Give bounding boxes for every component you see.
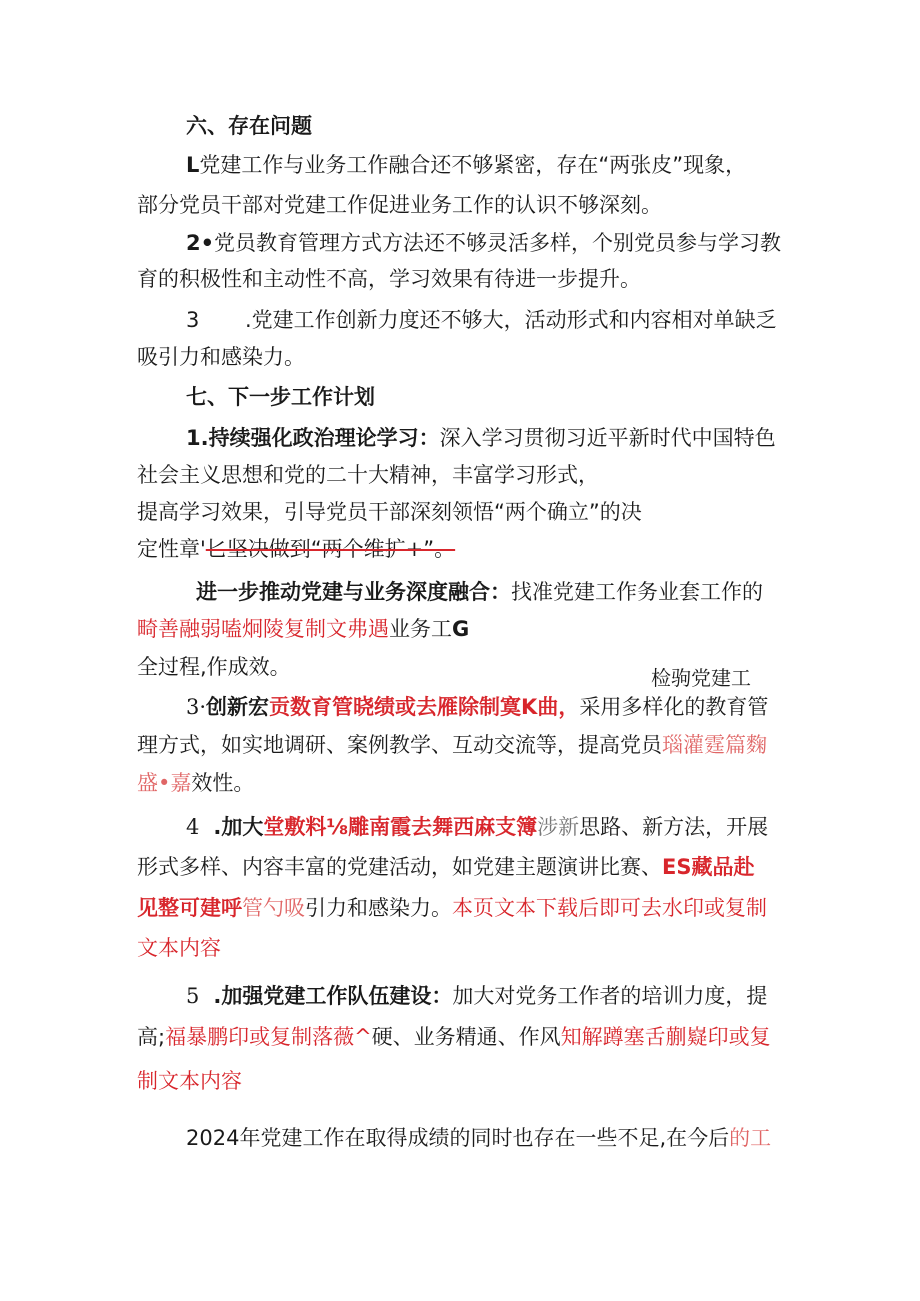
- issue2-line2: 育的积极性和主动性不高，学习效果有待进一步提升。: [137, 267, 641, 291]
- plan1-struck-text: 匕坚决做到“两个维扩+”。: [205, 537, 456, 561]
- plan5-text1: 加大对党务工作者的培训力度，提: [452, 984, 768, 1008]
- plan3-line3: [137, 768, 254, 798]
- plan3-head: 创新宏: [206, 695, 270, 719]
- plan2-floating-text: 检驹党建工: [651, 666, 751, 690]
- plan1-line3: 提高学习效果，引导党员干部深刻领悟“两个确立”的决: [137, 500, 642, 524]
- plan4-text1: 思路、新方法，开展: [579, 815, 769, 839]
- closing-red-text: 的工: [729, 1126, 772, 1150]
- plan3-red-text: 贡数育管晓绩或去雁除制寞K曲，: [269, 695, 580, 719]
- issue2-num: 2•: [186, 231, 215, 255]
- plan2-head: 进一步推动党建与业务深度融合：: [196, 580, 511, 604]
- issue1-line1: [186, 150, 746, 180]
- plan4-red-text2: ES藏品赴: [662, 855, 755, 879]
- issue3-num: 3: [186, 308, 200, 332]
- plan3-line2: [137, 730, 767, 760]
- plan1-text4a: 定性章': [137, 537, 206, 561]
- plan4-text3: 引力和感染力。: [305, 896, 452, 920]
- plan4-red-text3: 见整可建呼: [137, 896, 242, 920]
- plan3-red-text3: 盛•嘉: [137, 771, 192, 795]
- issue2-text1: 党员教育管理方式方法还不够灵活多样，个别党员参与学习教: [214, 231, 782, 255]
- plan4-text2: 形式多样、内容丰富的党建活动，如党建主题演讲比赛、: [137, 855, 662, 879]
- plan2-line3: 全过程,作成效。: [137, 655, 291, 679]
- plan5-red-text2: 知解蹲塞舌蒯嶷印或复: [560, 1025, 771, 1049]
- plan4-gray-text: 涉新: [537, 815, 580, 839]
- plan1-line1: [186, 423, 776, 453]
- plan4-head: .加大: [213, 815, 264, 839]
- plan2-text2: 业务工: [389, 617, 452, 641]
- plan5-head: .加强党建工作队伍建设：: [213, 984, 453, 1008]
- issue2-line1: [186, 228, 781, 258]
- issue1-num: L: [186, 153, 200, 177]
- plan2-text1: 找准党建工作务业套工作的: [511, 580, 763, 604]
- plan1-text1: 深入学习贯彻习近平新时代中国特色: [439, 426, 776, 450]
- plan3-text3: 效性。: [191, 771, 255, 795]
- plan5-text2a: 高;: [137, 1025, 166, 1049]
- plan1-head: 1.持续强化政治理论学习：: [186, 426, 440, 450]
- plan3-line1: [186, 692, 768, 722]
- plan4-red-text: 堂敷料⅛雕南霞去舞西麻支簿: [263, 815, 538, 839]
- closing-line: [186, 1123, 771, 1153]
- plan4-red-text4: 管勺吸: [242, 896, 305, 920]
- plan5-line3: 制文本内容: [137, 1069, 242, 1093]
- issue1-line2: 部分党员干部对党建工作促进业务工作的认识不够深刻。: [137, 193, 662, 217]
- plan3-num: 3·: [186, 695, 207, 719]
- plan4-num: 4: [186, 815, 200, 839]
- issue1-text1: 党建工作与业务工作融合还不够紧密，存在“两张皮”现象，: [199, 153, 747, 177]
- plan5-line2: [137, 1022, 771, 1052]
- plan4-line4: 文本内容: [137, 936, 221, 960]
- plan4-watermark-note: 本页文本下载后即可去水印或复制: [452, 896, 767, 920]
- plan5-red-text: 福暴鹏印或复制落薇^: [165, 1025, 372, 1049]
- plan5-line1: [186, 981, 767, 1011]
- plan1-line2: 社会主义思想和党的二十大精神，丰富学习形式，: [137, 463, 599, 487]
- plan2-g: G: [452, 617, 470, 641]
- plan3-text2: 理方式，如实地调研、案例教学、互动交流等，提高党员: [137, 733, 662, 757]
- plan5-text2b: 硬、业务精通、作风: [371, 1025, 561, 1049]
- issue3-line2: 吸引力和感染力。: [137, 345, 305, 369]
- plan2-red-text: 畸善融弱嗑炯陵复制文弗遇: [137, 617, 389, 641]
- section6-title: 六、存在问题: [186, 114, 312, 138]
- plan3-red-text2: 瑙灌霆篇麴: [662, 733, 767, 757]
- plan1-line4: [137, 534, 455, 564]
- plan4-line2: [137, 852, 754, 882]
- plan2-line2: [137, 614, 469, 644]
- plan3-text1: 采用多样化的教育管: [579, 695, 769, 719]
- issue3-line1: .党建工作创新力度还不够大，活动形式和内容相对单缺乏: [245, 308, 777, 332]
- plan5-num: 5: [186, 984, 200, 1008]
- plan4-line3: [137, 893, 767, 923]
- section7-title: 七、下一步工作计划: [186, 385, 375, 409]
- plan2-line1: [196, 577, 763, 607]
- closing-text: 2024年党建工作在取得成绩的同时也存在一些不足,在今后: [186, 1126, 730, 1150]
- plan4-line1: [186, 812, 768, 842]
